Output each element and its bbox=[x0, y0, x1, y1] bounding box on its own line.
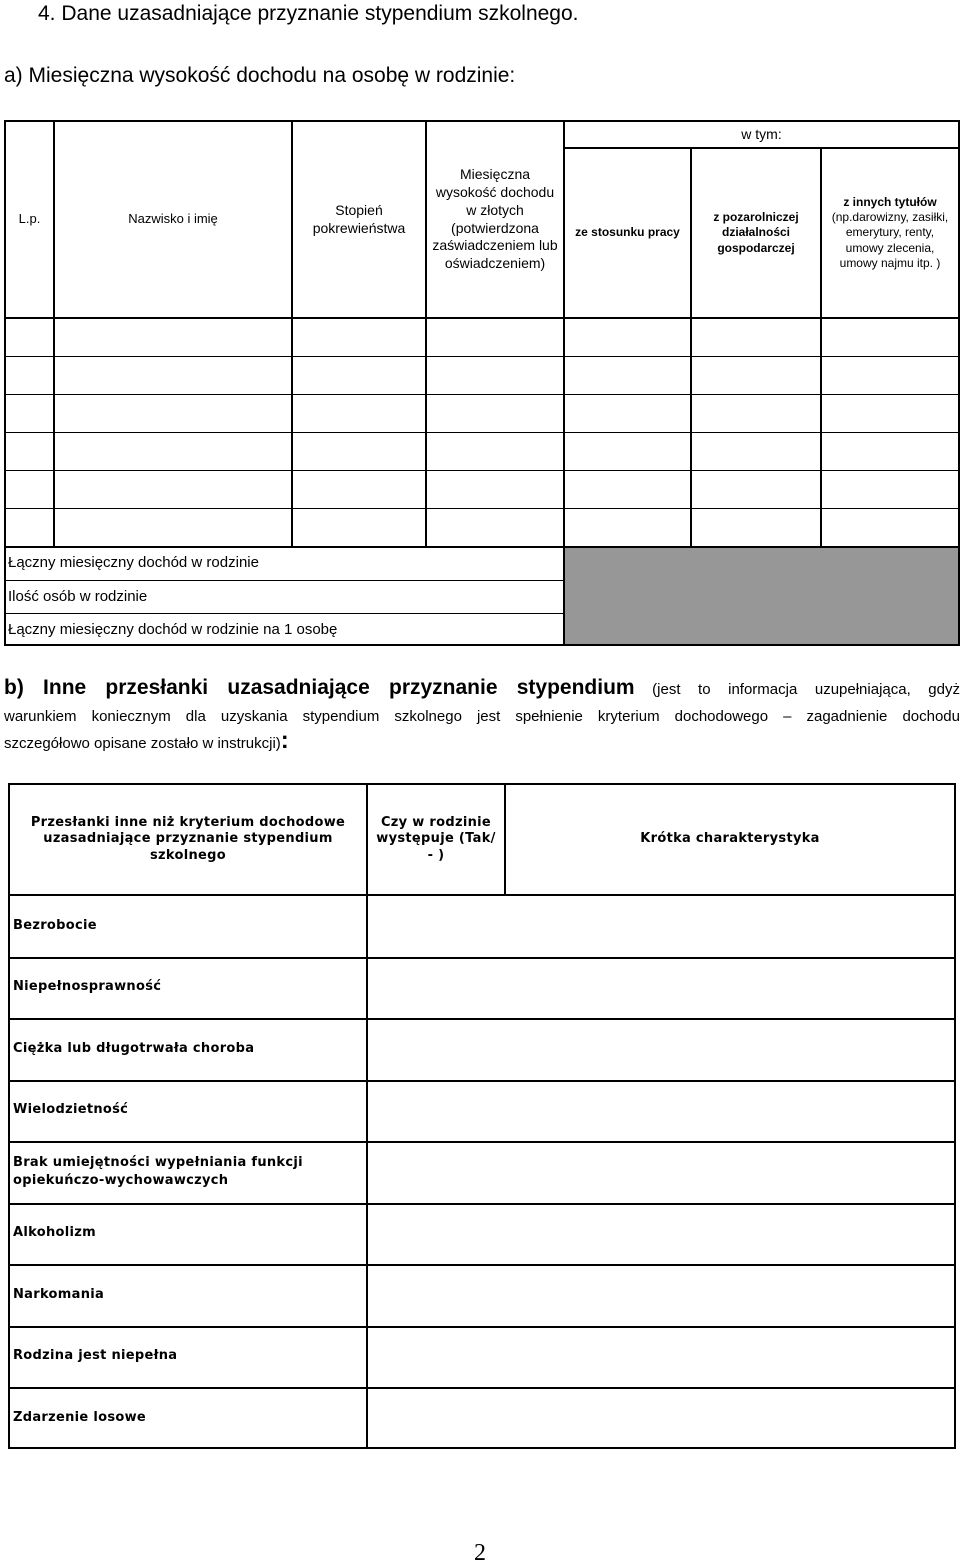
shaded-block bbox=[565, 548, 958, 644]
subsection-heading-a: a) Miesięczna wysokość dochodu na osobę w rodzinie: bbox=[4, 64, 516, 87]
section-b-note-3: szczegółowo opisane zostało w instrukcji) bbox=[4, 735, 281, 752]
row-single-parent: Rodzina jest niepełna bbox=[13, 1348, 178, 1363]
section-b-colon: : bbox=[280, 727, 289, 754]
section-b bbox=[4, 673, 960, 756]
header-premise: Przesłanki inne niż kryterium dochodowe uzasadniające przyznanie stypendium szkolnego bbox=[30, 814, 346, 863]
row-illness: Ciężka lub długotrwała choroba bbox=[13, 1041, 255, 1056]
row-random-event: Zdarzenie losowe bbox=[13, 1410, 147, 1425]
header-lp: L.p. bbox=[18, 211, 41, 227]
header-income-title: Miesięczna wysokość dochodu w złotych bbox=[435, 165, 555, 218]
header-other bbox=[822, 149, 958, 317]
page-number: 2 bbox=[474, 1540, 486, 1566]
summary-total-income: Łączny miesięczny dochód w rodzinie bbox=[8, 554, 259, 571]
income-table bbox=[4, 120, 960, 646]
section-b-title: b) Inne przesłanki uzasadniające przyznanie stypendium bbox=[4, 676, 635, 699]
header-description: Krótka charakterystyka bbox=[640, 831, 820, 847]
row-large-family: Wielodzietność bbox=[13, 1102, 129, 1117]
header-income bbox=[427, 122, 563, 317]
summary-income-per-person: Łączny miesięczny dochód w rodzinie na 1 osobę bbox=[8, 621, 338, 638]
header-other-title: z innych tytułów bbox=[843, 194, 937, 209]
section-heading-4: 4. Dane uzasadniające przyznanie stypendium szkolnego. bbox=[38, 2, 579, 25]
summary-persons: Ilość osób w rodzinie bbox=[8, 588, 148, 605]
premises-table bbox=[8, 783, 956, 1449]
header-other-note: (np.darowizny, zasiłki, emerytury, renty, umowy zlecenia, umowy najmu itp. ) bbox=[831, 209, 949, 271]
header-w-tym: w tym: bbox=[741, 125, 782, 142]
row-alcoholism: Alkoholizm bbox=[13, 1225, 96, 1240]
row-unemployment: Bezrobocie bbox=[13, 918, 97, 933]
row-disability: Niepełnosprawność bbox=[13, 979, 162, 994]
header-relation: Stopień pokrewieństwa bbox=[312, 201, 406, 236]
header-income-note: (potwierdzona zaświadczeniem lub oświadczeniem) bbox=[432, 219, 558, 272]
row-care-skills: Brak umiejętności wypełniania funkcji opiekuńczo-wychowawczych bbox=[13, 1155, 303, 1188]
header-name: Nazwisko i imię bbox=[128, 211, 218, 227]
row-drug-addiction: Narkomania bbox=[13, 1287, 105, 1302]
header-employment: ze stosunku pracy bbox=[575, 225, 680, 240]
section-b-note-1: (jest to informacja uzupełniająca, gdyż bbox=[652, 681, 960, 698]
header-nonagri: z pozarolniczej działalności gospodarczej bbox=[713, 209, 799, 255]
header-occurs: Czy w rodzinie występuje (Tak/ - ) bbox=[376, 814, 496, 863]
section-b-note-2: warunkiem koniecznym dla uzyskania stypendium szkolnego jest spełnienie kryterium dochodowego – zagadnienie dochodu bbox=[4, 708, 960, 725]
